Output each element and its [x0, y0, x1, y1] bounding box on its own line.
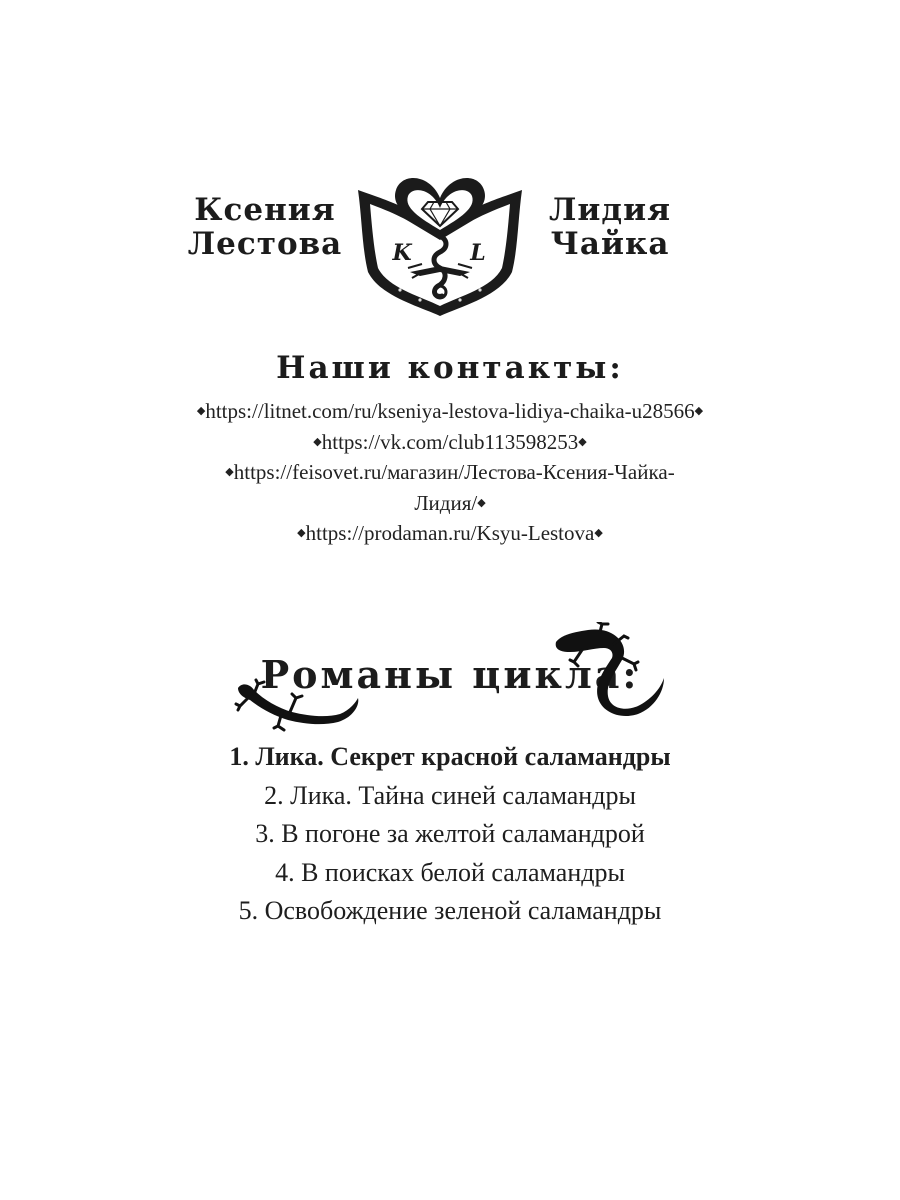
diamond-bullet-icon: ◆ [477, 496, 486, 509]
lizard-right-icon [552, 622, 670, 718]
diamond-bullet-icon: ◆ [297, 527, 306, 539]
contact-link-feisovet[interactable]: ◆https://feisovet.ru/магазин/Лестова-Ксения-Чайка- [225, 460, 675, 484]
diamond-bullet-icon: ◆ [594, 527, 603, 539]
diamond-bullet-icon: ◆ [578, 435, 587, 448]
diamond-bullet-icon: ◆ [313, 435, 322, 448]
novel-item: 5. Освобождение зеленой саламандры [238, 896, 662, 925]
contacts-heading: Наши контакты: [276, 350, 624, 386]
novel-item: 4. В поисках белой саламандры [275, 857, 625, 887]
author-right-first-name: Лидия [549, 192, 671, 228]
novel-item: 2. Лика. Тайна синей саламандры [264, 780, 636, 810]
novel-item: 1. Лика. Секрет красной саламандры [229, 742, 671, 771]
novel-item: 3. В погоне за желтой саламандрой [255, 819, 645, 848]
heart-crest-logo-icon [350, 168, 530, 318]
author-left [180, 193, 350, 261]
svg-text:L: L [470, 240, 486, 266]
diamond-bullet-icon: ◆ [196, 405, 206, 417]
author-left-first-name: Ксения [194, 192, 336, 228]
contact-link-vk[interactable]: ◆https://vk.com/club113598253◆ [313, 429, 587, 454]
diamond-bullet-icon: ◆ [694, 405, 704, 417]
svg-text:K: K [392, 240, 412, 266]
contacts-links [0, 396, 900, 549]
series-heading: Романы цикла: [260, 652, 640, 697]
contact-link-prodaman[interactable]: ◆https://prodaman.ru/Ksyu-Lestova◆ [297, 521, 603, 545]
author-right-last-name: Чайка [550, 226, 670, 262]
contact-link-feisovet-continued[interactable]: Лидия/◆ [414, 490, 486, 515]
author-right [530, 193, 690, 261]
diamond-bullet-icon: ◆ [225, 466, 234, 478]
novel-list [0, 738, 900, 931]
contact-link-litnet[interactable]: ◆https://litnet.com/ru/kseniya-lestova-lidiya-chaika-u28566◆ [196, 399, 704, 423]
author-left-last-name: Лестова [187, 226, 343, 262]
